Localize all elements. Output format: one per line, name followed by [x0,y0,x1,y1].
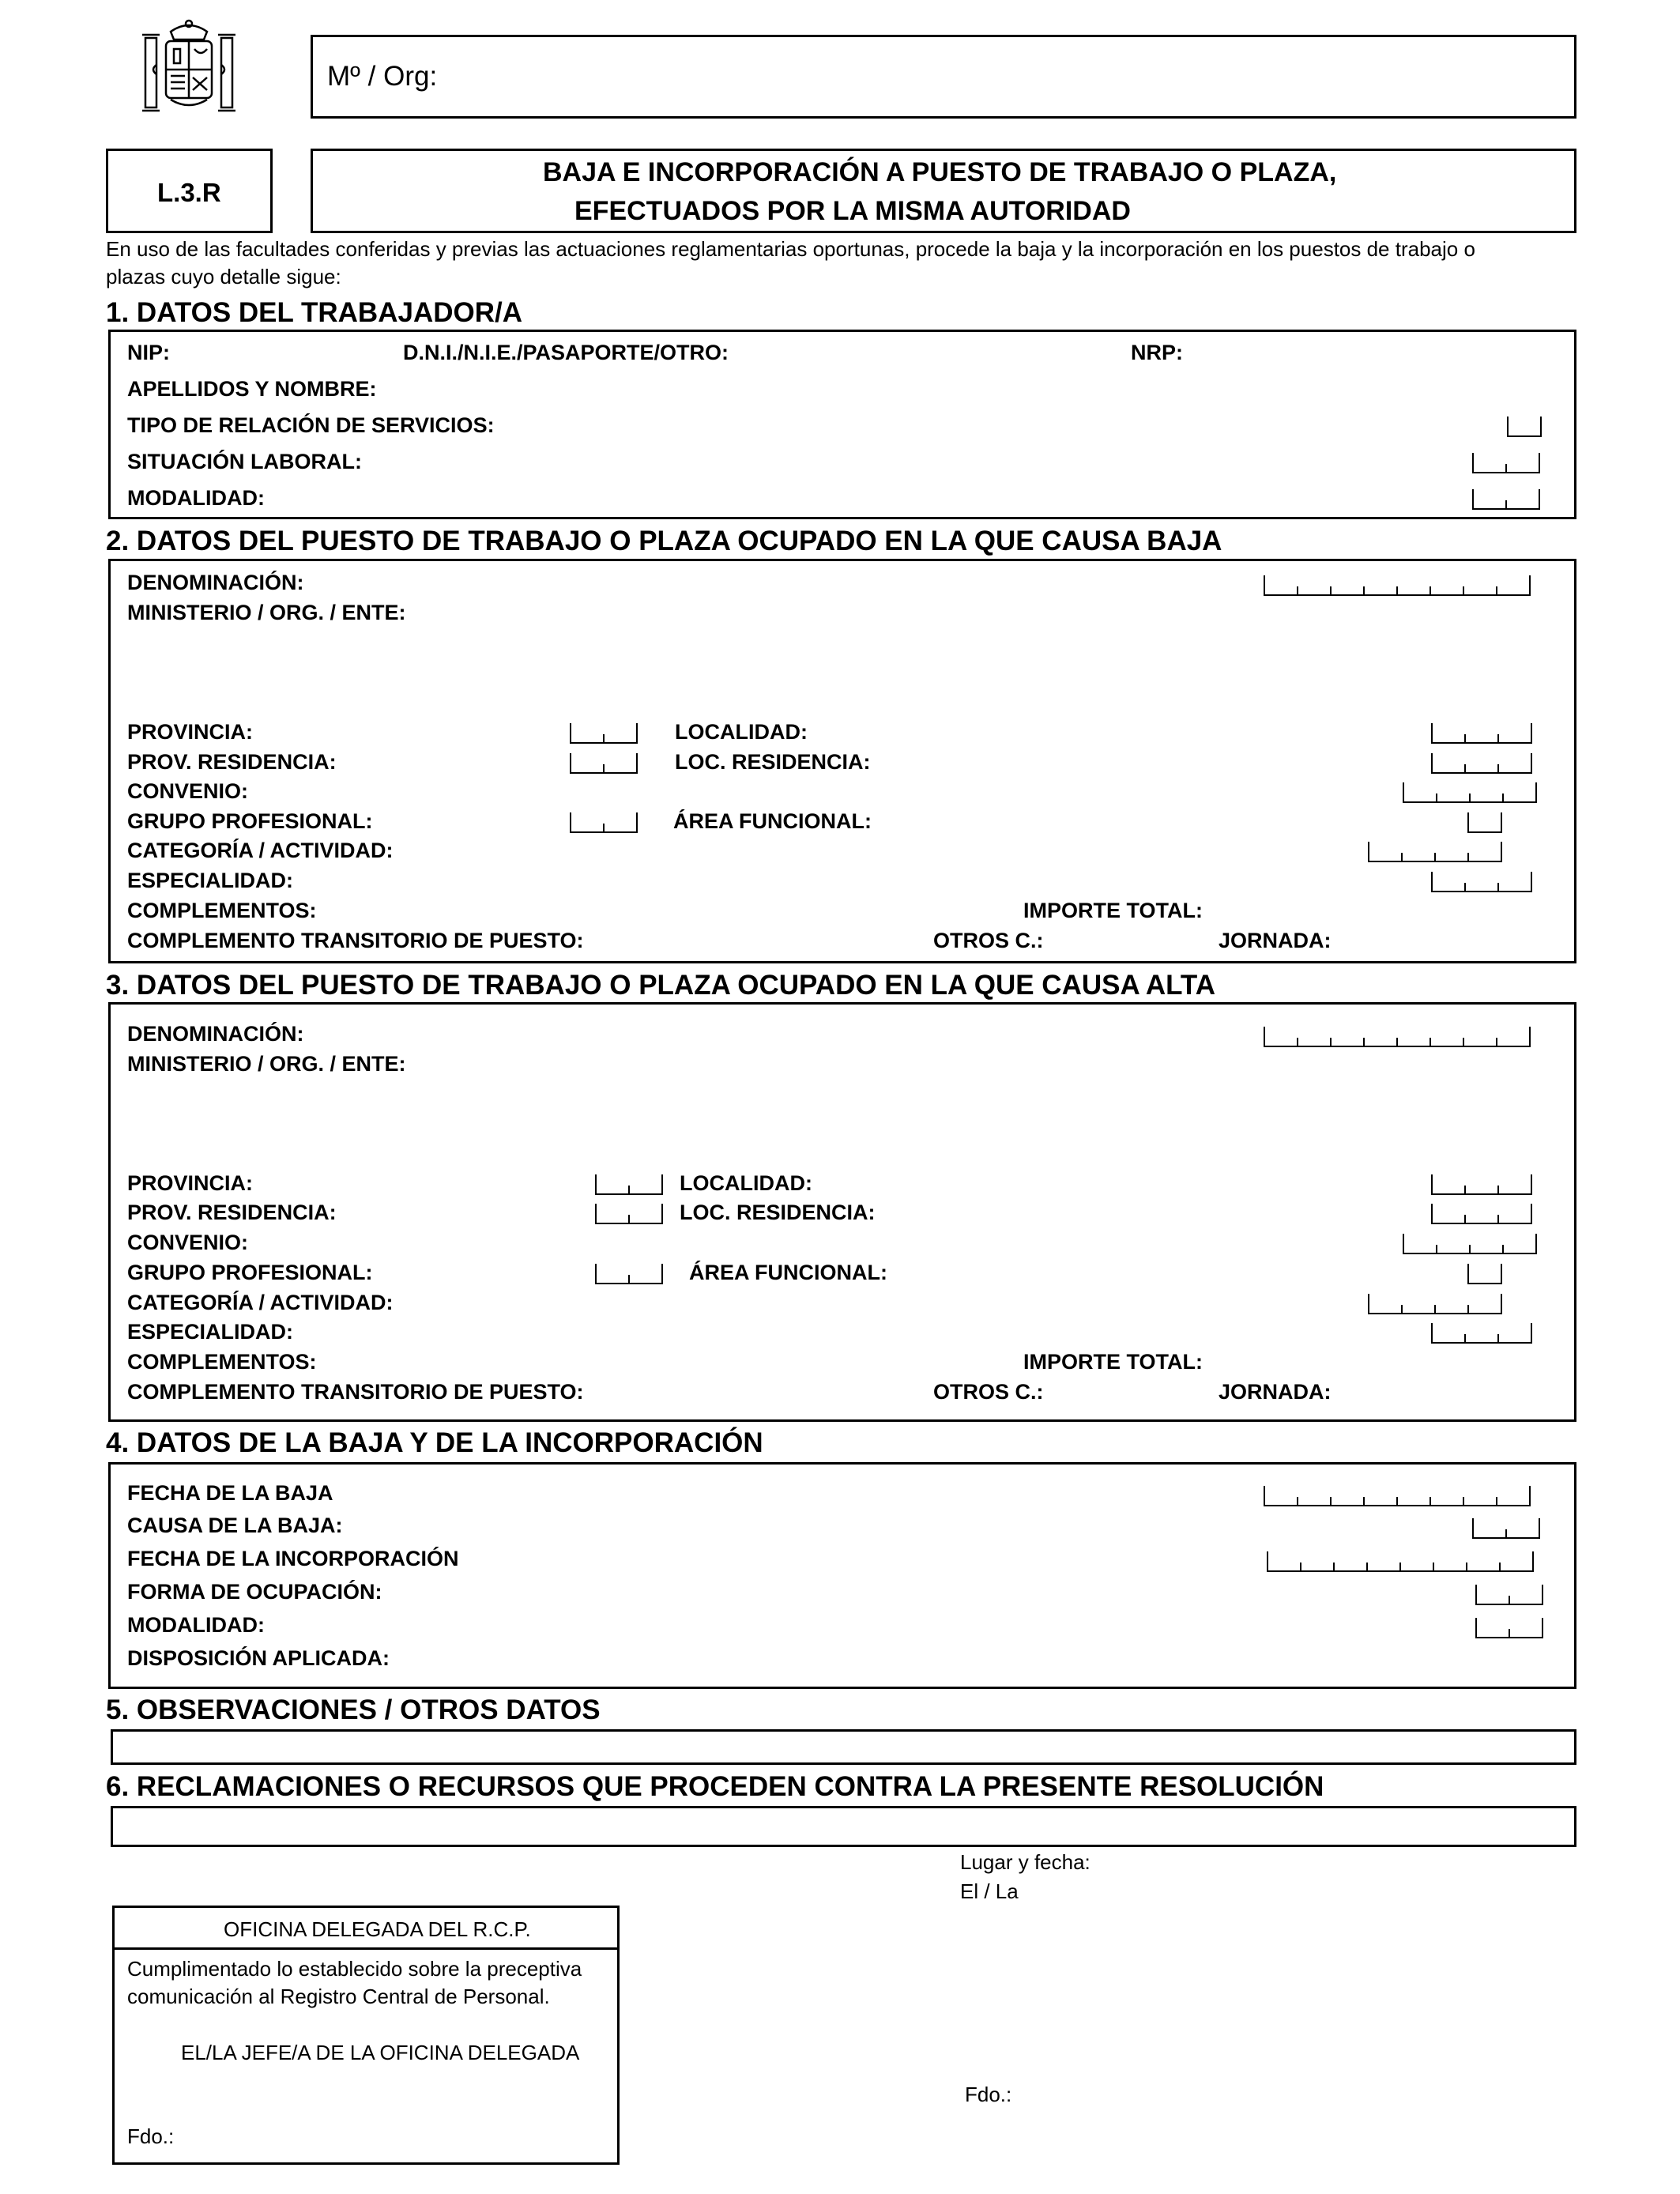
s2-otros-label: OTROS C.: [933,929,1044,952]
s3-localidad-label: LOCALIDAD: [680,1171,812,1195]
s2-jornada-label: JORNADA: [1219,929,1332,952]
org-label: Mº / Org: [327,61,438,92]
s2-especialidad-label: ESPECIALIDAD: [127,869,294,892]
el-la-label: El / La [960,1879,1019,1903]
s3-prov-residencia-label: PROV. RESIDENCIA: [127,1201,337,1224]
s2-transitorio-label: COMPLEMENTO TRANSITORIO DE PUESTO: [127,929,584,952]
s3-prov-residencia-cells[interactable] [595,1204,663,1224]
s2-convenio-label: CONVENIO: [127,779,249,803]
s2-categoria-label: CATEGORÍA / ACTIVIDAD: [127,839,394,862]
s2-categoria-cells[interactable] [1368,842,1502,862]
nrp-label: NRP: [1131,341,1183,364]
forma-ocupacion-label: FORMA DE OCUPACIÓN: [127,1580,382,1604]
section4-title: 4. DATOS DE LA BAJA Y DE LA INCORPORACIÓN [106,1427,763,1458]
s4-modalidad-cells[interactable] [1475,1618,1543,1638]
s3-convenio-cells[interactable] [1403,1234,1537,1254]
section3-title: 3. DATOS DEL PUESTO DE TRABAJO O PLAZA OCUPADO EN LA QUE CAUSA ALTA [106,970,1215,1001]
s3-transitorio-label: COMPLEMENTO TRANSITORIO DE PUESTO: [127,1380,584,1404]
s2-loc-residencia-cells[interactable] [1431,753,1532,774]
tipo-relacion-cells[interactable] [1507,417,1542,437]
causa-baja-cells[interactable] [1472,1518,1540,1539]
office-line1: Cumplimentado lo establecido sobre la preceptiva [127,1957,582,1981]
tipo-relacion-label: TIPO DE RELACIÓN DE SERVICIOS: [127,413,495,437]
coat-of-arms-icon [139,17,239,119]
situacion-cells[interactable] [1472,453,1540,473]
apellidos-label: APELLIDOS Y NOMBRE: [127,377,377,401]
s3-provincia-label: PROVINCIA: [127,1171,254,1195]
s3-area-cells[interactable] [1467,1264,1502,1284]
s3-grupo-label: GRUPO PROFESIONAL: [127,1261,373,1284]
s3-denominacion-label: DENOMINACIÓN: [127,1022,304,1046]
s3-especialidad-label: ESPECIALIDAD: [127,1320,294,1344]
fecha-baja-cells[interactable] [1264,1486,1531,1506]
s2-provincia-cells[interactable] [570,723,638,744]
s2-ministerio-label: MINISTERIO / ORG. / ENTE: [127,601,406,624]
reclamaciones-field[interactable] [111,1806,1576,1847]
s3-grupo-cells[interactable] [595,1264,663,1284]
office-line2: comunicación al Registro Central de Personal. [127,1985,550,2008]
s3-especialidad-cells[interactable] [1431,1323,1532,1344]
s3-complementos-label: COMPLEMENTOS: [127,1350,317,1374]
s3-ministerio-label: MINISTERIO / ORG. / ENTE: [127,1052,406,1076]
s3-convenio-label: CONVENIO: [127,1231,249,1254]
fdo-left-label: Fdo.: [127,2124,175,2148]
fecha-baja-label: FECHA DE LA BAJA [127,1481,333,1505]
s2-grupo-cells[interactable] [570,812,638,833]
s2-provincia-label: PROVINCIA: [127,720,254,744]
s2-prov-residencia-cells[interactable] [570,753,638,774]
s2-prov-residencia-label: PROV. RESIDENCIA: [127,750,337,774]
s3-loc-residencia-label: LOC. RESIDENCIA: [680,1201,876,1224]
office-chief: EL/LA JEFE/A DE LA OFICINA DELEGADA [181,2041,580,2064]
intro-line1: En uso de las facultades conferidas y previas las actuaciones reglamentarias oportunas, procede la baja y la incorporación en los puestos de trabajo o [106,237,1475,261]
s2-area-label: ÁREA FUNCIONAL: [673,809,872,833]
s3-categoria-label: CATEGORÍA / ACTIVIDAD: [127,1291,394,1314]
lugar-fecha-label: Lugar y fecha: [960,1850,1090,1874]
observaciones-field[interactable] [111,1729,1576,1765]
fecha-incorporacion-cells[interactable] [1267,1551,1534,1572]
modalidad-cells[interactable] [1472,489,1540,510]
fecha-incorporacion-label: FECHA DE LA INCORPORACIÓN [127,1547,459,1570]
office-title: OFICINA DELEGADA DEL R.C.P. [224,1917,531,1941]
s3-otros-label: OTROS C.: [933,1380,1044,1404]
s3-jornada-label: JORNADA: [1219,1380,1332,1404]
s2-grupo-label: GRUPO PROFESIONAL: [127,809,373,833]
s3-provincia-cells[interactable] [595,1174,663,1195]
forma-ocupacion-cells[interactable] [1475,1585,1543,1605]
form-title-line1: BAJA E INCORPORACIÓN A PUESTO DE TRABAJO O PLAZA, [543,157,1337,187]
office-divider [112,1947,620,1950]
disposicion-label: DISPOSICIÓN APLICADA: [127,1646,390,1670]
s2-localidad-cells[interactable] [1431,723,1532,744]
s3-localidad-cells[interactable] [1431,1174,1532,1195]
s2-localidad-label: LOCALIDAD: [675,720,808,744]
section5-title: 5. OBSERVACIONES / OTROS DATOS [106,1695,601,1725]
org-field[interactable] [311,35,1576,119]
section1-title: 1. DATOS DEL TRABAJADOR/A [106,297,522,328]
s2-especialidad-cells[interactable] [1431,872,1532,892]
s2-loc-residencia-label: LOC. RESIDENCIA: [675,750,871,774]
section6-title: 6. RECLAMACIONES O RECURSOS QUE PROCEDEN CONTRA LA PRESENTE RESOLUCIÓN [106,1771,1324,1802]
form-code: L.3.R [157,178,221,207]
s2-complementos-label: COMPLEMENTOS: [127,899,317,922]
s3-loc-residencia-cells[interactable] [1431,1204,1532,1224]
s3-area-label: ÁREA FUNCIONAL: [689,1261,887,1284]
s3-categoria-cells[interactable] [1368,1294,1502,1314]
s2-denominacion-label: DENOMINACIÓN: [127,571,304,594]
s2-importe-label: IMPORTE TOTAL: [1023,899,1203,922]
situacion-label: SITUACIÓN LABORAL: [127,450,362,473]
s3-denominacion-cells[interactable] [1264,1027,1531,1047]
office-box [112,1906,620,2165]
s2-denominacion-cells[interactable] [1264,575,1531,596]
causa-baja-label: CAUSA DE LA BAJA: [127,1514,343,1537]
s3-importe-label: IMPORTE TOTAL: [1023,1350,1203,1374]
s2-convenio-cells[interactable] [1403,782,1537,803]
nip-label: NIP: [127,341,170,364]
fdo-right-label: Fdo.: [965,2083,1012,2106]
dni-label: D.N.I./N.I.E./PASAPORTE/OTRO: [403,341,729,364]
s4-modalidad-label: MODALIDAD: [127,1613,265,1637]
form-title-line2: EFECTUADOS POR LA MISMA AUTORIDAD [574,196,1131,226]
modalidad-label: MODALIDAD: [127,486,265,510]
intro-line2: plazas cuyo detalle sigue: [106,265,341,288]
s2-area-cells[interactable] [1467,812,1502,833]
section2-title: 2. DATOS DEL PUESTO DE TRABAJO O PLAZA OCUPADO EN LA QUE CAUSA BAJA [106,526,1222,556]
